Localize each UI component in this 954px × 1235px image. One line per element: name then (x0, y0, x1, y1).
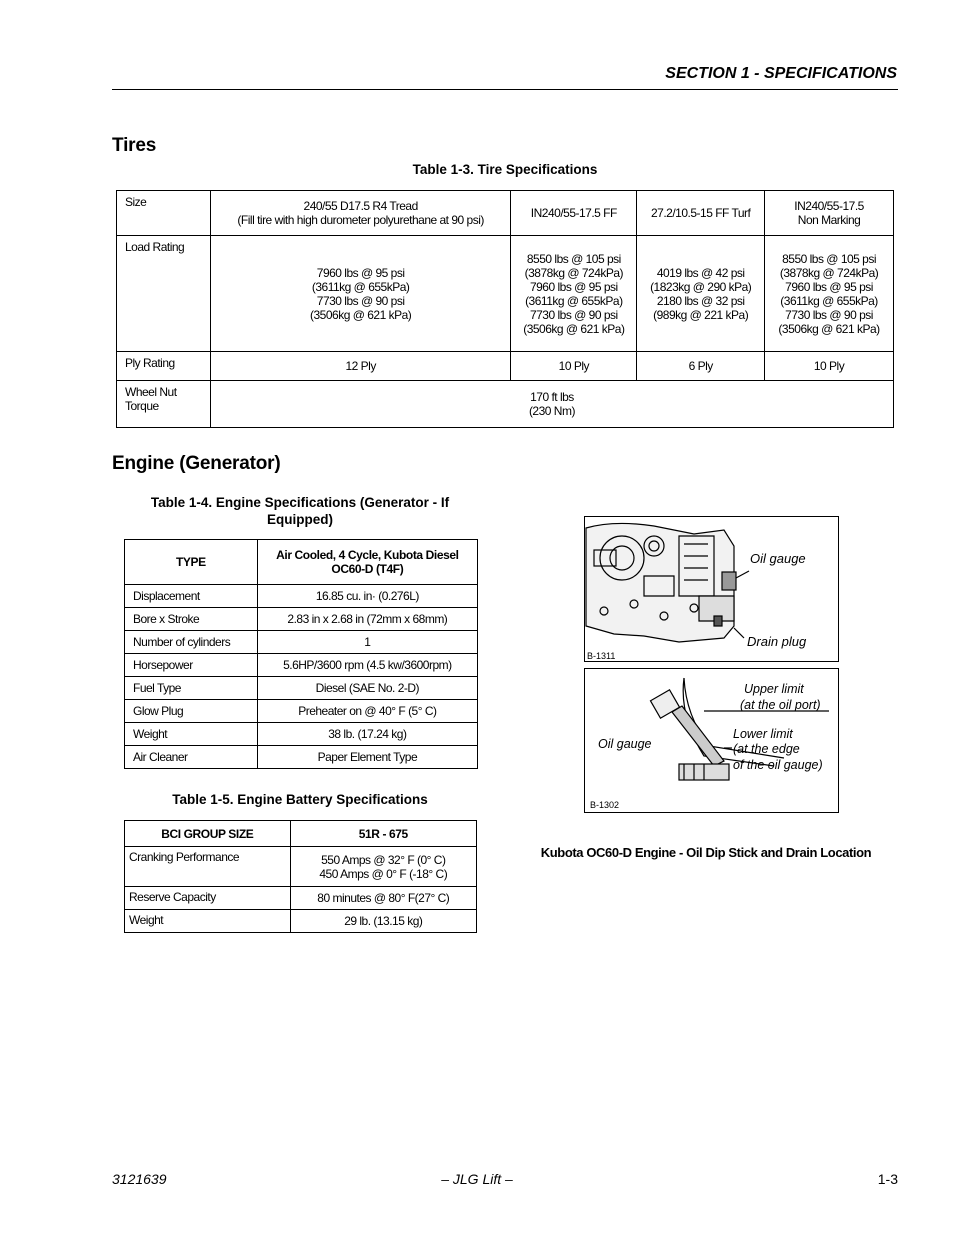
cell-text: IN240/55-17.5 FF (530, 206, 617, 220)
row-value: 1 (257, 631, 477, 654)
cell-text: 8550 lbs @ 105 psi (782, 251, 877, 266)
table-cell: 12 Ply (210, 352, 511, 381)
table-row (125, 887, 477, 910)
cell-text: Torque (125, 399, 159, 413)
tires-heading: Tires (112, 135, 157, 156)
cell-text: (3878kg @ 724kPa) (779, 265, 879, 280)
cell-text: (1823kg @ 290 kPa) (650, 279, 752, 294)
table-row (125, 631, 478, 654)
cell-text: (3611kg @ 655kPa) (780, 293, 878, 308)
drain-plug-label: Drain plug (747, 634, 807, 649)
row-value: Paper Element Type (257, 746, 477, 769)
table-cell (765, 191, 894, 236)
cell-text: Non Marking (797, 213, 861, 227)
upper-limit-label: Upper limit (744, 682, 804, 696)
column-header: BCI GROUP SIZE (125, 821, 291, 847)
row-value: Diesel (SAE No. 2-D) (257, 677, 477, 700)
row-value: 16.85 cu. in· (0.276L) (257, 585, 477, 608)
cell-text: (3878kg @ 724kPa) (524, 265, 624, 280)
cell-text: (3506kg @ 621 kPa) (523, 321, 625, 336)
row-label: Displacement (125, 585, 258, 608)
table-cell (637, 191, 765, 236)
table-cell (511, 191, 637, 236)
table-row (125, 654, 478, 677)
cell-text: Wheel Nut (125, 385, 177, 399)
cell-text: 7730 lbs @ 90 psi (529, 307, 618, 322)
footer-center: – JLG Lift – (441, 1171, 513, 1187)
lower-limit-label: Lower limit (733, 727, 793, 741)
cell-text: IN240/55-17.5 (794, 199, 864, 213)
oil-gauge-label-bottom: Oil gauge (598, 737, 652, 751)
lower-limit-sub2: of the oil gauge) (733, 758, 823, 772)
table-header-row (125, 540, 478, 585)
engine-drawing (586, 523, 749, 642)
tire-spec-table (116, 190, 894, 428)
cell-text: (230 Nm) (528, 404, 575, 418)
column-header: 51R - 675 (290, 821, 476, 847)
table-row (117, 352, 894, 381)
table-cell (765, 236, 894, 352)
header-text: OC60-D (T4F) (331, 562, 404, 576)
table-cell (511, 236, 637, 352)
cell-text: 27.2/10.5-15 FF Turf (650, 206, 751, 220)
row-label: Weight (125, 910, 291, 933)
column-header: TYPE (125, 540, 258, 585)
engine-table-caption (116, 494, 484, 528)
row-label: Weight (125, 723, 258, 746)
cell-text: 2180 lbs @ 32 psi (656, 293, 745, 308)
cell-text: (3506kg @ 621 kPa) (310, 307, 412, 322)
row-label-torque (117, 381, 211, 428)
battery-spec-table (124, 820, 477, 933)
row-value: 38 lb. (17.24 kg) (257, 723, 477, 746)
section-header: SECTION 1 - SPECIFICATIONS (665, 65, 897, 82)
table-cell (210, 236, 511, 352)
row-value: 2.83 in x 2.68 in (72mm x 68mm) (257, 608, 477, 631)
figure-code-bottom: B-1302 (590, 800, 620, 810)
row-label: Bore x Stroke (125, 608, 258, 631)
cell-text: (3611kg @ 655kPa) (311, 279, 410, 294)
row-label: Horsepower (125, 654, 258, 677)
caption-line: Equipped) (267, 512, 333, 527)
cell-text: 7960 lbs @ 95 psi (529, 279, 618, 294)
header-text: Air Cooled, 4 Cycle, Kubota Diesel (276, 548, 459, 562)
cell-text: (3506kg @ 621 kPa) (778, 321, 880, 336)
cell-text: 7730 lbs @ 90 psi (785, 307, 873, 322)
cell-text: (3611kg @ 655kPa) (525, 293, 623, 308)
cell-text: (Fill tire with high durometer polyurethane at 90 psi) (237, 213, 484, 227)
row-value: 80 minutes @ 80° F(27° C) (290, 887, 476, 910)
engine-illustration (584, 516, 840, 814)
oil-gauge-label: Oil gauge (750, 551, 806, 566)
value-line: 450 Amps @ 0° F (-18° C) (319, 866, 448, 881)
table-row (125, 700, 478, 723)
cell-text: 7960 lbs @ 95 psi (785, 279, 873, 294)
row-label: Fuel Type (125, 677, 258, 700)
page-number: 1-3 (877, 1171, 898, 1187)
table-row (125, 847, 477, 887)
row-value: 5.6HP/3600 rpm (4.5 kw/3600rpm) (257, 654, 477, 677)
cell-text: 170 ft lbs (530, 390, 574, 404)
figure-code-top: B-1311 (587, 651, 616, 661)
figure-caption: Kubota OC60-D Engine - Oil Dip Stick and Drain Location (540, 845, 872, 860)
row-value: Preheater on @ 40° F (5° C) (257, 700, 477, 723)
table-cell (210, 381, 893, 428)
table-row (125, 746, 478, 769)
cell-text: (989kg @ 221 kPa) (653, 307, 749, 322)
table-row (117, 191, 894, 236)
table-row (125, 585, 478, 608)
value-line: 550 Amps @ 32° F (0° C) (321, 852, 446, 867)
cell-text: 7730 lbs @ 90 psi (316, 293, 405, 308)
table-cell: 10 Ply (511, 352, 637, 381)
oil-dipstick-figure (584, 516, 839, 814)
table-row (125, 608, 478, 631)
table-row (125, 677, 478, 700)
row-label-ply: Ply Rating (117, 352, 211, 381)
tire-table-caption: Table 1-3. Tire Specifications (412, 162, 598, 177)
row-label: Air Cleaner (125, 746, 258, 769)
table-row (125, 910, 477, 933)
engine-spec-table (124, 539, 478, 769)
cell-text: 8550 lbs @ 105 psi (526, 251, 621, 266)
row-label: Cranking Performance (125, 847, 291, 887)
table-row (117, 236, 894, 352)
row-label: Glow Plug (125, 700, 258, 723)
table-cell (210, 191, 511, 236)
table-row (125, 723, 478, 746)
cell-text: 7960 lbs @ 95 psi (316, 265, 405, 280)
table-cell: 6 Ply (637, 352, 765, 381)
table-cell: 10 Ply (765, 352, 894, 381)
engine-heading: Engine (Generator) (112, 453, 281, 474)
row-label-size: Size (117, 191, 211, 236)
table-cell (637, 236, 765, 352)
cell-text: 4019 lbs @ 42 psi (656, 265, 745, 280)
row-value (290, 847, 476, 887)
battery-table-caption: Table 1-5. Engine Battery Specifications (172, 792, 428, 807)
row-value: 29 lb. (13.15 kg) (290, 910, 476, 933)
table-header-row (125, 821, 477, 847)
doc-number: 3121639 (112, 1171, 167, 1187)
caption-line: Table 1-4. Engine Specifications (Generator - If (150, 495, 450, 510)
cell-text: 240/55 D17.5 R4 Tread (303, 199, 418, 213)
upper-limit-sub: (at the oil port) (740, 698, 821, 712)
row-label-load: Load Rating (117, 236, 211, 352)
row-label: Reserve Capacity (125, 887, 291, 910)
header-rule (112, 89, 898, 90)
lower-limit-sub1: (at the edge (733, 742, 800, 756)
row-label: Number of cylinders (125, 631, 258, 654)
column-header (257, 540, 477, 585)
table-row (117, 381, 894, 428)
